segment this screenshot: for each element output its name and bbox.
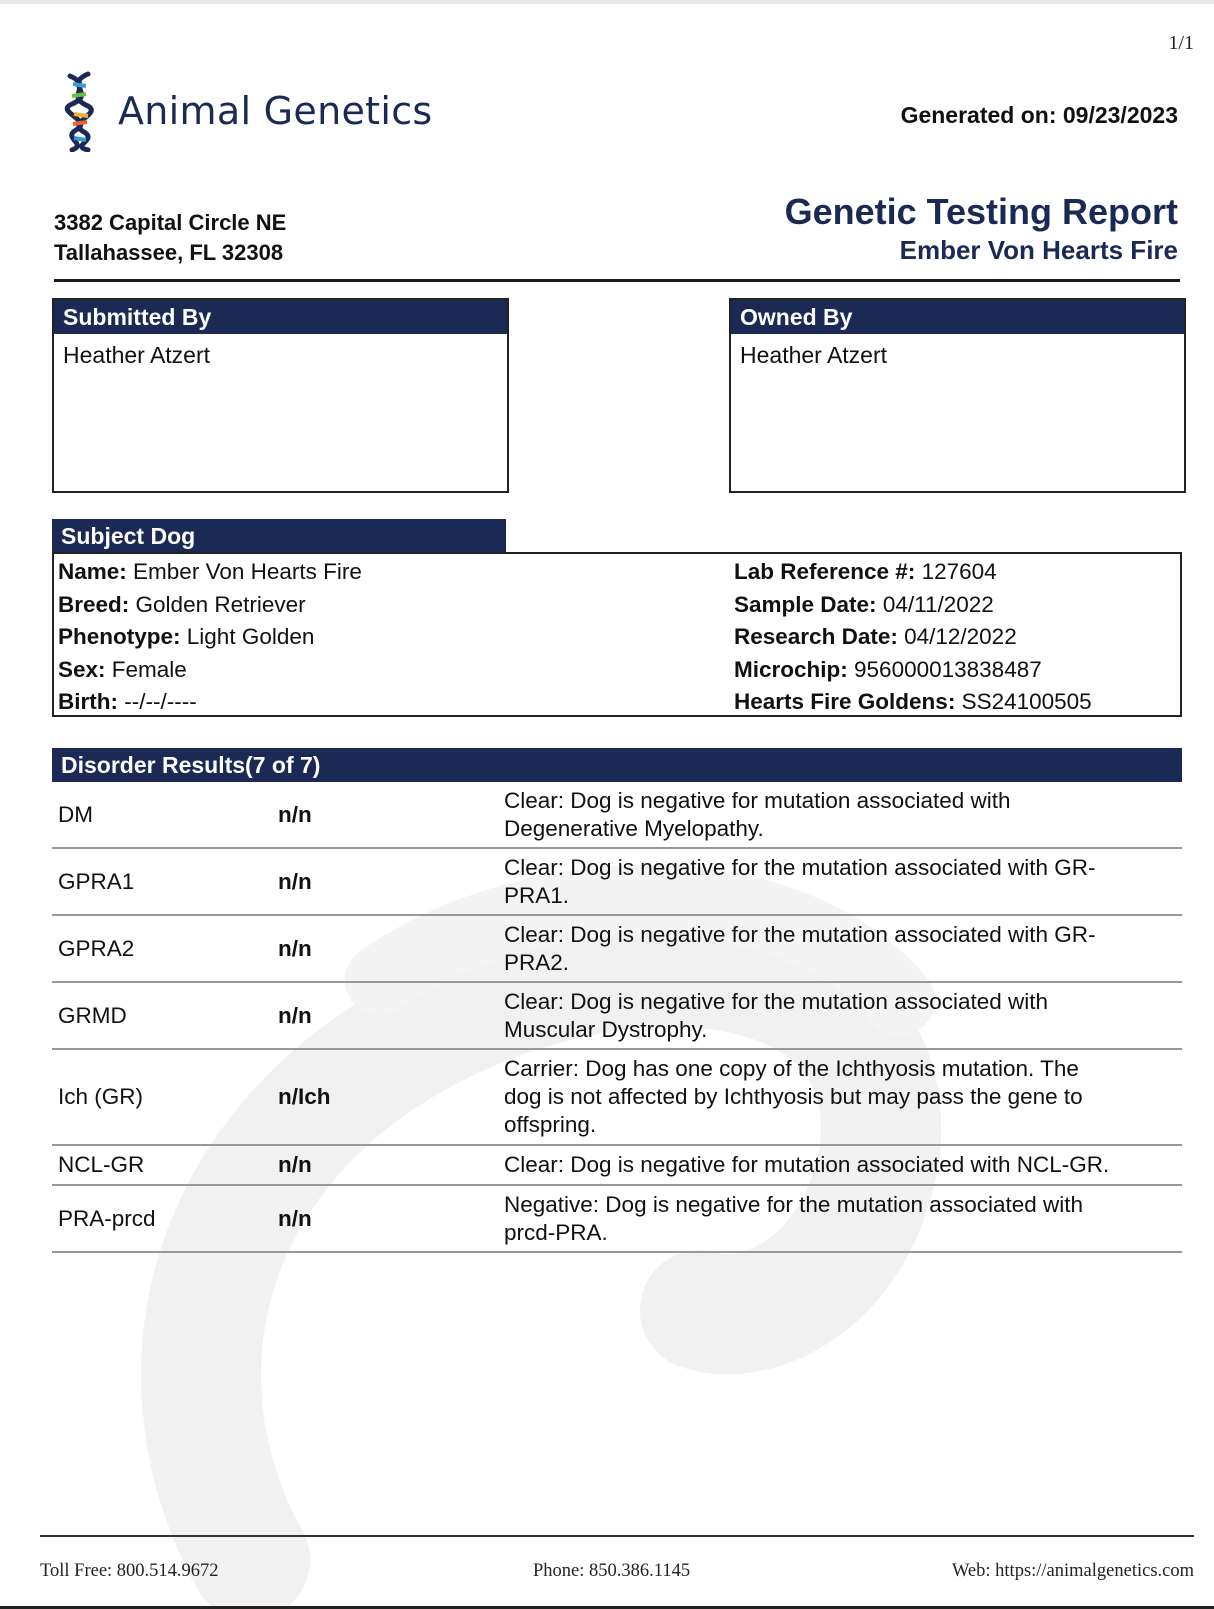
- submitted-by-name: Heather Atzert: [63, 342, 211, 368]
- table-row: [52, 916, 1182, 983]
- subject-field: Breed: Golden Retriever: [58, 591, 306, 617]
- result-description: Negative: Dog is negative for the mutation associated with prcd-PRA.: [504, 1191, 1084, 1245]
- disorder-name: PRA-prcd: [58, 1205, 156, 1231]
- result-description: Clear: Dog is negative for the mutation associated with GR- PRA2.: [504, 921, 1096, 975]
- generated-value: 09/23/2023: [1062, 102, 1178, 128]
- footer-web: Web: https://animalgenetics.com: [951, 1561, 1194, 1581]
- report-title: Genetic Testing Report: [784, 191, 1178, 232]
- generated-label: Generated on:: [900, 102, 1057, 128]
- disorder-name: GRMD: [58, 1002, 127, 1028]
- result-description: Clear: Dog is negative for mutation associated with Degenerative Myelopathy.: [504, 787, 1011, 841]
- page-number: 1/1: [1168, 32, 1194, 54]
- table-row: [52, 1050, 1182, 1146]
- genotype: n/n: [278, 801, 312, 827]
- disorder-name: DM: [58, 801, 93, 827]
- dna-logo-icon: [58, 70, 102, 152]
- owned-by-name: Heather Atzert: [740, 342, 888, 368]
- disorder-name: NCL-GR: [58, 1152, 145, 1177]
- report-subject: Ember Von Hearts Fire: [899, 235, 1178, 265]
- genotype: n/n: [278, 1152, 312, 1177]
- subject-field: Birth: --/--/----: [58, 689, 197, 714]
- table-row: [52, 983, 1182, 1050]
- table-row: [52, 1186, 1182, 1253]
- genotype: n/n: [278, 1002, 312, 1028]
- lab-address: [54, 208, 286, 268]
- subject-field: Hearts Fire Goldens: SS24100505: [734, 689, 1092, 714]
- result-description: Clear: Dog is negative for mutation associated with NCL-GR.: [504, 1152, 1110, 1177]
- footer-divider: [40, 1535, 1194, 1537]
- subject-dog-heading: Subject Dog: [52, 519, 506, 553]
- submitted-by-box: [52, 298, 509, 493]
- subject-right-column: [734, 556, 1092, 719]
- subject-dog-box: [52, 552, 1182, 717]
- subject-field: Lab Reference #: 127604: [734, 559, 997, 584]
- generated-date: [901, 102, 1178, 129]
- table-row: [52, 849, 1182, 916]
- address-line-1: 3382 Capital Circle NE: [54, 210, 287, 235]
- table-row: [52, 782, 1182, 849]
- disorder-results-heading: Disorder Results(7 of 7): [52, 748, 1182, 782]
- header-divider: [54, 279, 1180, 282]
- submitted-by-heading: Submitted By: [54, 300, 507, 334]
- subject-field: Sample Date: 04/11/2022: [734, 591, 994, 617]
- genotype: n/n: [278, 1205, 312, 1231]
- subject-field: Microchip: 956000013838487: [734, 656, 1042, 682]
- owned-by-heading: Owned By: [731, 300, 1184, 334]
- owned-by-box: [729, 298, 1186, 493]
- disorder-name: GPRA2: [58, 935, 135, 961]
- subject-field: Research Date: 04/12/2022: [734, 624, 1017, 649]
- disorder-name: GPRA1: [58, 868, 135, 894]
- address-line-2: Tallahassee, FL 32308: [54, 240, 284, 265]
- subject-left-column: [58, 556, 362, 719]
- disorder-name: Ich (GR): [58, 1084, 144, 1109]
- result-description: Clear: Dog is negative for the mutation associated with Muscular Dystrophy.: [504, 988, 1049, 1042]
- genotype: n/n: [278, 935, 312, 961]
- genotype: n/n: [278, 868, 312, 894]
- result-description: Clear: Dog is negative for the mutation associated with GR- PRA1.: [504, 854, 1096, 908]
- footer-toll-free: Toll Free: 800.514.9672: [40, 1561, 219, 1581]
- brand-logo: [58, 70, 433, 152]
- table-row: [52, 1146, 1182, 1186]
- disorder-results-table: [52, 782, 1182, 1253]
- report-title-block: [785, 190, 1178, 266]
- subject-field: Phenotype: Light Golden: [58, 624, 315, 649]
- subject-field: Name: Ember Von Hearts Fire: [58, 559, 362, 584]
- footer-phone: Phone: 850.386.1145: [533, 1561, 691, 1581]
- subject-field: Sex: Female: [58, 656, 187, 682]
- genotype: n/Ich: [278, 1084, 331, 1109]
- brand-name: Animal Genetics: [118, 89, 433, 133]
- result-description: Carrier: Dog has one copy of the Ichthyosis mutation. The dog is not affected by Ichthyosis but may pass the gene to offspring.: [504, 1056, 1083, 1137]
